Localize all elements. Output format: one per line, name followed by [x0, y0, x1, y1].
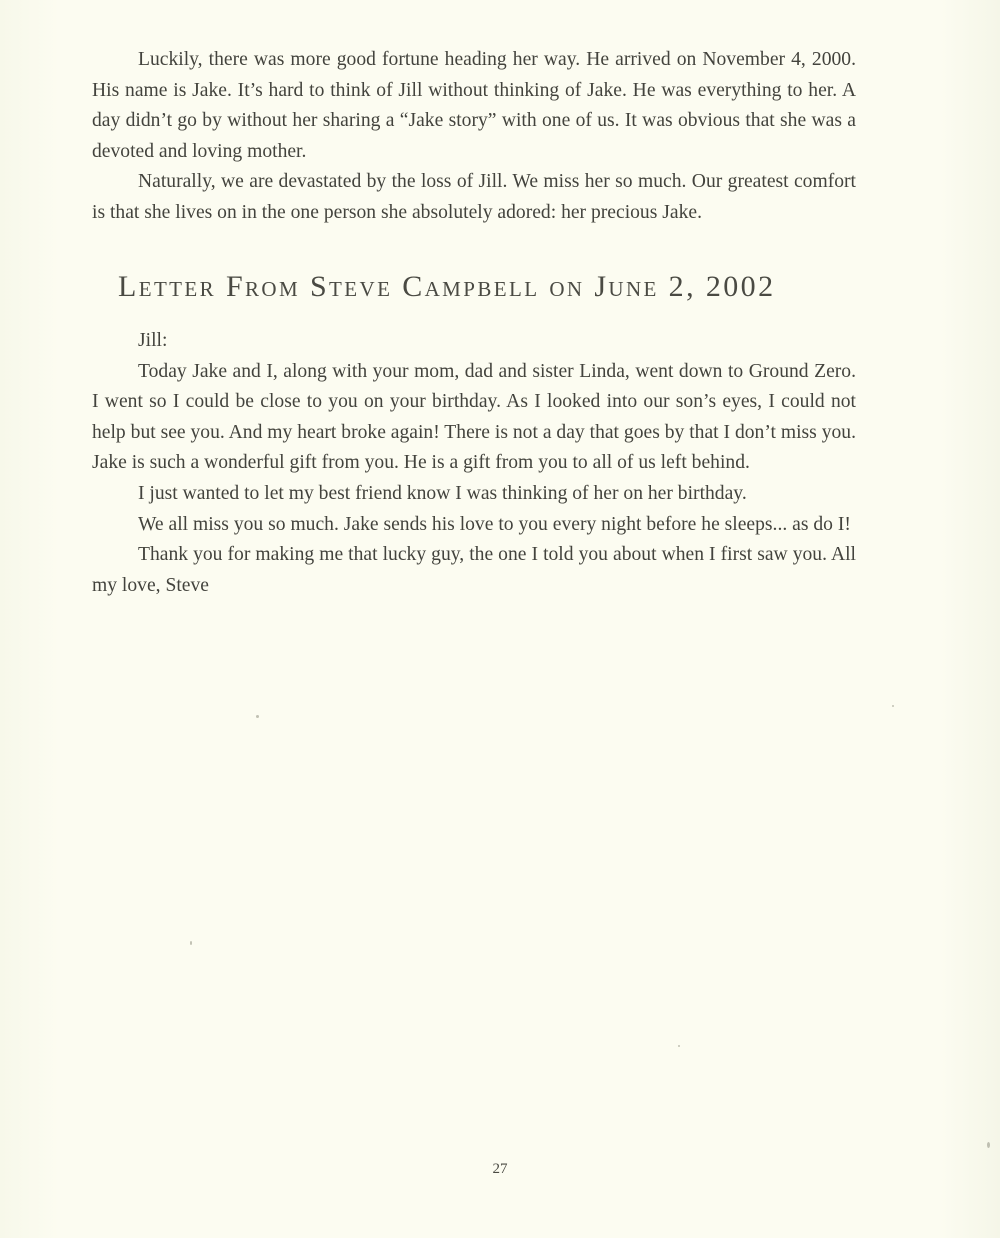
paper-speck [678, 1045, 680, 1047]
letter-salutation: Jill: [138, 330, 168, 351]
letter-paragraph-best-friend: I just wanted to let my best friend know I was thinking of her on her birthday. [138, 482, 747, 504]
letter-paragraph-miss-you: We all miss you so much. Jake sends his love to you every night before he sleeps... as do I! [138, 513, 851, 535]
paper-speck [190, 941, 192, 945]
letter-body [92, 326, 856, 601]
body-text-top [92, 45, 856, 229]
paper-speck [256, 715, 259, 718]
letter-paragraph-closing: Thank you for making me that lucky guy, the one I told you about when I first saw you. All my love, Steve [92, 544, 856, 596]
page-number: 27 [492, 1161, 508, 1177]
paragraph-devastated: Naturally, we are devastated by the loss of Jill. We miss her so much. Our greatest comfort is that she lives on in the one person she absolutely adored: her precious Jake. [92, 171, 856, 223]
letter-paragraph-ground-zero: Today Jake and I, along with your mom, dad and sister Linda, went down to Ground Zero. I went so I could be close to you on your birthday. As I looked into our son’s eyes, I could not help but see you. And my heart broke again! There is not a day that goes by that I don’t miss you. Jake is such a wonderful gift from you. He is a gift from you to all of us left behind. [92, 360, 856, 474]
letter-heading: Letter From Steve Campbell on June 2, 2002 [118, 270, 776, 303]
paper-speck [892, 705, 894, 707]
paragraph-jake-birth: Luckily, there was more good fortune heading her way. He arrived on November 4, 2000. His name is Jake. It’s hard to think of Jill without thinking of Jake. He was everything to her. A day didn’t go by without her sharing a “Jake story” with one of us. It was obvious that she was a devoted and loving mother. [92, 49, 856, 162]
paper-speck [987, 1142, 990, 1148]
